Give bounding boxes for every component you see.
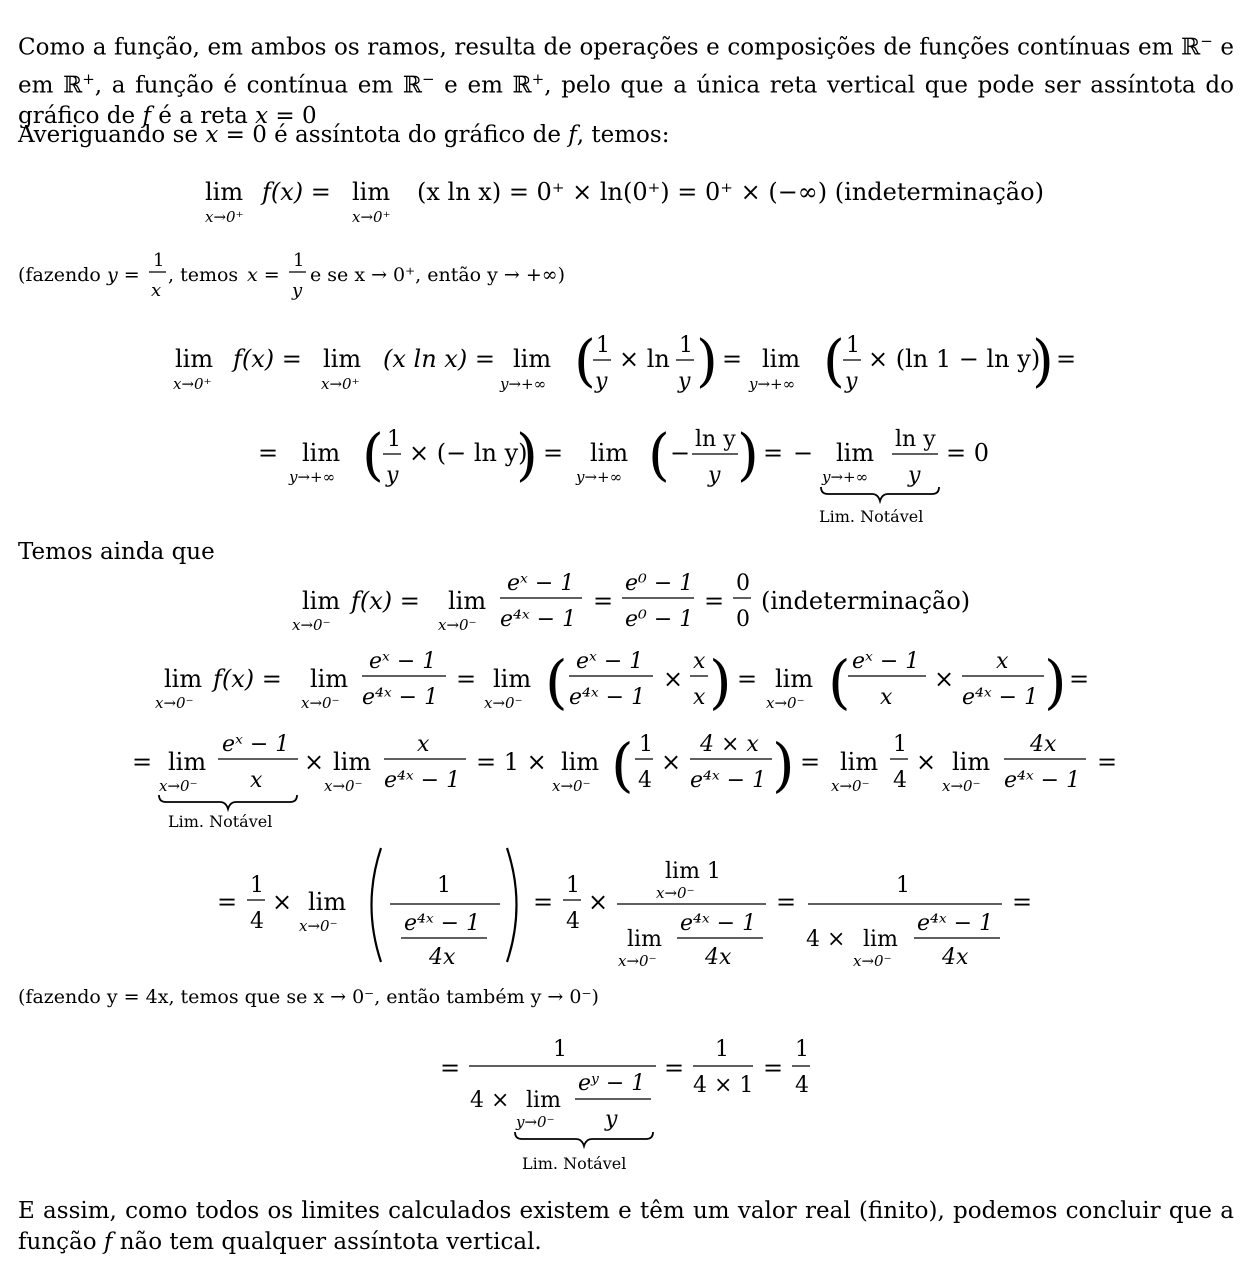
- eq5-lim3: lim: [493, 665, 532, 693]
- eq7-eq: =: [217, 888, 238, 916]
- eq8-four: 4: [795, 1073, 809, 1098]
- substitution-note-2: (fazendo y = 4x, temos que se x → 0⁻, então também y → 0⁻): [18, 986, 599, 1008]
- eq8-one2: 1: [715, 1037, 729, 1062]
- eq6-lim3: lim: [561, 748, 600, 776]
- eq2-one: 1: [596, 333, 610, 358]
- eq3-sub-y: y→+∞: [289, 468, 336, 486]
- eq6-brace-label: Lim. Notável: [168, 812, 273, 831]
- eq8-underbrace: [515, 1132, 653, 1146]
- eq3-neg-lny: × (− ln y): [409, 439, 528, 467]
- eq6-sub5: x→0⁻: [942, 777, 981, 795]
- eq6-den3: e⁴ˣ − 1: [1004, 768, 1081, 793]
- intro-text-g: é a reta: [150, 103, 256, 130]
- eq2-rparen2: ): [1032, 329, 1054, 394]
- eq6-rparen: ): [772, 731, 795, 799]
- eq4-num1: eˣ − 1: [507, 571, 575, 596]
- eq6-lim: lim: [168, 748, 207, 776]
- equation-1: [205, 178, 1044, 226]
- var-f: f: [142, 103, 151, 130]
- eq6-sub: x→0⁻: [159, 777, 198, 795]
- eq7-inner-den: 4x: [429, 945, 456, 970]
- eq6-sub3: x→0⁻: [552, 777, 591, 795]
- eq8-one: 1: [553, 1037, 567, 1062]
- check-text-c: , temos:: [576, 122, 670, 148]
- eq4-num2: e⁰ − 1: [625, 571, 694, 596]
- eq5-lim2: lim: [310, 665, 349, 693]
- eq6-fourx-times: 4 × x: [700, 732, 759, 757]
- eq7-sub2: x→0⁻: [656, 884, 695, 902]
- eq7-four: 4: [250, 909, 264, 934]
- eq5-sub3: x→0⁻: [484, 694, 523, 712]
- eq2-sub-x: x→0⁺: [173, 375, 212, 393]
- eq7-num3: e⁴ˣ − 1: [917, 911, 994, 936]
- eq2-y3: y: [845, 369, 858, 394]
- eq3-lny: ln y: [695, 427, 736, 452]
- eq2-lim3: lim: [513, 345, 552, 373]
- eq7-sub3: x→0⁻: [618, 952, 657, 970]
- subst1-x: x: [151, 280, 162, 301]
- eq5-x-den2: x: [880, 685, 893, 710]
- equation-6: [132, 731, 1117, 831]
- eq5-num3: eˣ − 1: [852, 649, 920, 674]
- eq7-sub: x→0⁻: [299, 917, 338, 935]
- eq3-rparen2: ): [737, 423, 759, 488]
- eq7-four-times: 4 ×: [806, 927, 846, 952]
- eq4-lim2: lim: [448, 587, 487, 615]
- eq7-one: 1: [250, 873, 264, 898]
- eq3-y: y: [386, 463, 399, 488]
- equation-8: [440, 1037, 810, 1173]
- eq6-x-den: x: [250, 768, 263, 793]
- eq6-lim5: lim: [952, 748, 991, 776]
- eq6-one: 1: [639, 732, 653, 757]
- eq7-lim2: lim: [627, 927, 662, 952]
- eq6-sub4: x→0⁻: [831, 777, 870, 795]
- eq5-rparen2: ): [1044, 648, 1067, 716]
- eq8-eq: =: [440, 1054, 461, 1082]
- eq4-den2: e⁰ − 1: [625, 607, 694, 632]
- equation-4: [292, 571, 970, 634]
- eq3-lim: lim: [302, 439, 341, 467]
- eq8-one3: 1: [795, 1037, 809, 1062]
- var-x: x: [255, 103, 269, 130]
- eq2-paren-ln: × (ln 1 − ln y): [868, 345, 1041, 373]
- eq7-lim: lim: [308, 888, 347, 916]
- eq1-sub1: x→0⁺: [205, 208, 244, 226]
- eq2-lparen: (: [574, 329, 596, 394]
- eq7-times2: ×: [588, 888, 609, 916]
- eq3-lim2: lim: [590, 439, 629, 467]
- eq5-num2: eˣ − 1: [576, 649, 644, 674]
- sup-minus: −: [1200, 32, 1213, 50]
- eq5-x-num2: x: [996, 649, 1009, 674]
- subst1-b: y =: [107, 264, 140, 286]
- eq4-zero-num: 0: [736, 571, 750, 596]
- eq3-lny2: ln y: [895, 427, 936, 452]
- intro-text-c: , a função é contínua em ℝ: [94, 72, 422, 99]
- eq2-lim: lim: [175, 345, 214, 373]
- eq8-y: y: [605, 1107, 618, 1132]
- eq6-eq3: =: [1097, 748, 1118, 776]
- eq1-lim2: lim: [352, 178, 391, 206]
- eq6-sub2: x→0⁻: [324, 777, 363, 795]
- sup-plus-2: +: [531, 69, 545, 88]
- check-var-f: f: [568, 122, 577, 148]
- eq8-eq2: =: [664, 1054, 685, 1082]
- intro-text-e: , pelo que a única reta vertical que pode ser assíntota do gráfico de: [18, 72, 1234, 130]
- eq4-sub2: x→0⁻: [438, 616, 477, 634]
- eq7-den3: 4x: [942, 945, 969, 970]
- eq5-times2: ×: [934, 665, 955, 693]
- eq7-lim1: lim 1: [665, 859, 721, 884]
- intro-text-a: Como a função, em ambos os ramos, resulta de operações e composições de funções contínuas em ℝ: [18, 34, 1201, 61]
- eq7-times: ×: [272, 888, 293, 916]
- eq2-eq2: =: [1056, 345, 1077, 373]
- eq7-one3: 1: [566, 873, 580, 898]
- eq5-lim4: lim: [775, 665, 814, 693]
- eq3-underbrace: [821, 487, 939, 501]
- eq3-lparen: (: [362, 423, 384, 488]
- eq6-den1: e⁴ˣ − 1: [384, 768, 461, 793]
- eq6-den2: e⁴ˣ − 1: [690, 768, 767, 793]
- eq3-minus2: −: [793, 439, 814, 467]
- subst1-d: x =: [247, 264, 280, 286]
- eq2-lim2: lim: [323, 345, 362, 373]
- eq4-eq: =: [593, 587, 614, 615]
- check-text-b: = 0 é assíntota do gráfico de: [218, 122, 569, 148]
- eq5-x-den: x: [693, 685, 706, 710]
- eq3-y2: y: [708, 463, 721, 488]
- eq8-brace-label: Lim. Notável: [522, 1154, 627, 1173]
- eq2-one2: 1: [679, 333, 693, 358]
- intro-text-d: e em ℝ: [434, 72, 532, 99]
- eq5-rparen: ): [709, 648, 732, 716]
- eq5-lparen2: (: [828, 648, 851, 716]
- eq7-four2: 4: [566, 909, 580, 934]
- eq5-eq2: =: [737, 665, 758, 693]
- eq8-num: eʸ − 1: [578, 1071, 646, 1096]
- eq4-zero-den: 0: [736, 607, 750, 632]
- eq2-lim4: lim: [762, 345, 801, 373]
- eq2-sub-y2: y→+∞: [749, 375, 796, 393]
- eq2-eq: =: [722, 345, 743, 373]
- eq6-num1: eˣ − 1: [222, 732, 290, 757]
- eq7-lim3: lim: [863, 927, 898, 952]
- eq1-rhs: (x ln x) = 0⁺ × ln(0⁺) = 0⁺ × (−∞) (indeterminação): [417, 178, 1044, 206]
- eq4-sub: x→0⁻: [292, 616, 331, 634]
- eq6-times3: ×: [916, 748, 937, 776]
- subst1-one: 1: [153, 250, 165, 271]
- eq5-num1: eˣ − 1: [369, 649, 437, 674]
- eq5-lim: lim: [164, 665, 203, 693]
- eq5-sub2: x→0⁻: [301, 694, 340, 712]
- eq8-lim: lim: [526, 1088, 561, 1113]
- eq6-lim2: lim: [333, 748, 372, 776]
- eq1-lim: lim: [205, 178, 244, 206]
- eq3-one: 1: [387, 427, 401, 452]
- equation-3: [258, 423, 989, 526]
- eq7-inner-num: e⁴ˣ − 1: [404, 911, 481, 936]
- eq7-big-rparen: [507, 848, 517, 962]
- eq6-times: ×: [304, 748, 325, 776]
- sup-minus-2: −: [421, 69, 435, 88]
- eq7-eq2: =: [533, 888, 554, 916]
- eq6-lparen: (: [611, 731, 634, 799]
- eq5-den2: e⁴ˣ − 1: [569, 685, 646, 710]
- eq4-den1: e⁴ˣ − 1: [500, 607, 577, 632]
- eq7-sub4: x→0⁻: [853, 952, 892, 970]
- eq7-den2: 4x: [705, 945, 732, 970]
- eq6-lim4: lim: [840, 748, 879, 776]
- equation-7: [217, 848, 1032, 970]
- eq2-rparen: ): [696, 329, 718, 394]
- conclusion-text-a: E assim, como todos os limites calculados existem e têm um valor real (finito), podemos concluir que a função: [18, 1198, 1234, 1255]
- eq6-x-num: x: [417, 732, 430, 757]
- eq3-minus: −: [670, 439, 691, 467]
- eq5-fx: f(x) =: [213, 665, 282, 693]
- eq7-eq4: =: [1012, 888, 1033, 916]
- eq3-lim3: lim: [836, 439, 875, 467]
- eq3-sub-y3: y→+∞: [822, 468, 869, 486]
- eq3-brace-label: Lim. Notável: [819, 507, 924, 526]
- eq3-rparen: ): [516, 423, 538, 488]
- eq3-zero: = 0: [946, 439, 990, 467]
- eq7-one2: 1: [437, 873, 451, 898]
- substitution-note-1: [18, 250, 565, 301]
- eq7-eq3: =: [776, 888, 797, 916]
- eq5-den3: e⁴ˣ − 1: [962, 685, 1039, 710]
- eq7-big-lparen: [372, 848, 382, 962]
- equation-2: [173, 329, 1076, 394]
- subst1-c: , temos: [168, 264, 239, 286]
- eq5-eq: =: [456, 665, 477, 693]
- eq2-times-ln: × ln: [619, 345, 670, 373]
- eq6-eq: =: [132, 748, 153, 776]
- eq6-times2: ×: [661, 748, 682, 776]
- eq8-four-times: 4 ×: [470, 1088, 510, 1113]
- eq4-lim: lim: [302, 587, 341, 615]
- check-var-x: x: [205, 122, 219, 148]
- sup-plus: +: [82, 69, 95, 88]
- eq2-y: y: [595, 369, 608, 394]
- eq1-sub2: x→0⁺: [352, 208, 391, 226]
- eq3-lparen2: (: [648, 423, 670, 488]
- eq6-eq2: =: [800, 748, 821, 776]
- eq3-eq3: =: [763, 439, 784, 467]
- subst1-one2: 1: [293, 250, 305, 271]
- check-text-a: Averiguando se: [18, 122, 206, 148]
- eq1-fx: f(x) =: [262, 178, 331, 206]
- eq5-lparen: (: [545, 648, 568, 716]
- eq2-sub-x2: x→0⁺: [321, 375, 360, 393]
- subst1-y: y: [292, 280, 303, 301]
- eq5-den1: e⁴ˣ − 1: [362, 685, 439, 710]
- equation-5: [155, 648, 1089, 716]
- conclusion-text-b: não tem qualquer assíntota vertical.: [112, 1229, 542, 1255]
- eq6-underbrace: [159, 795, 297, 809]
- intro-text-b: e em ℝ: [18, 34, 1234, 99]
- eq6-one-times: = 1 ×: [476, 748, 547, 776]
- eq7-num2: e⁴ˣ − 1: [680, 911, 757, 936]
- eq3-sub-y2: y→+∞: [576, 468, 623, 486]
- eq4-fx: f(x) =: [351, 587, 420, 615]
- eq6-four2: 4: [893, 768, 907, 793]
- subst1-a: (fazendo: [18, 264, 101, 286]
- eq2-y2: y: [678, 369, 691, 394]
- eq4-eq2: =: [704, 587, 725, 615]
- eq6-four: 4: [638, 768, 652, 793]
- eq3-eq2: =: [543, 439, 564, 467]
- eq7-one4: 1: [896, 873, 910, 898]
- eq5-eq3: =: [1069, 665, 1090, 693]
- eq8-sub: y→0⁻: [516, 1113, 555, 1131]
- subst1-e: e se x → 0⁺, então y → +∞): [310, 264, 566, 286]
- intro-text-i: = 0: [268, 103, 317, 130]
- eq8-eq3: =: [763, 1054, 784, 1082]
- temos-ainda-line: Temos ainda que: [18, 539, 215, 565]
- conclusion-var-f: f: [103, 1229, 113, 1255]
- eq2-lparen2: (: [823, 329, 845, 394]
- eq5-times: ×: [663, 665, 684, 693]
- eq6-fourx: 4x: [1030, 732, 1057, 757]
- eq6-one2: 1: [893, 732, 907, 757]
- eq5-sub4: x→0⁻: [766, 694, 805, 712]
- eq2-sub-y: y→+∞: [500, 375, 547, 393]
- eq2-fx: f(x) =: [233, 345, 302, 373]
- eq4-indet: (indeterminação): [761, 587, 971, 615]
- eq5-sub: x→0⁻: [155, 694, 194, 712]
- eq2-one3: 1: [846, 333, 860, 358]
- eq2-xlnx: (x ln x) =: [383, 345, 495, 373]
- eq5-x-num: x: [693, 649, 706, 674]
- eq3-eq: =: [258, 439, 279, 467]
- eq8-four-x-one: 4 × 1: [693, 1073, 754, 1098]
- eq3-y3: y: [908, 463, 921, 488]
